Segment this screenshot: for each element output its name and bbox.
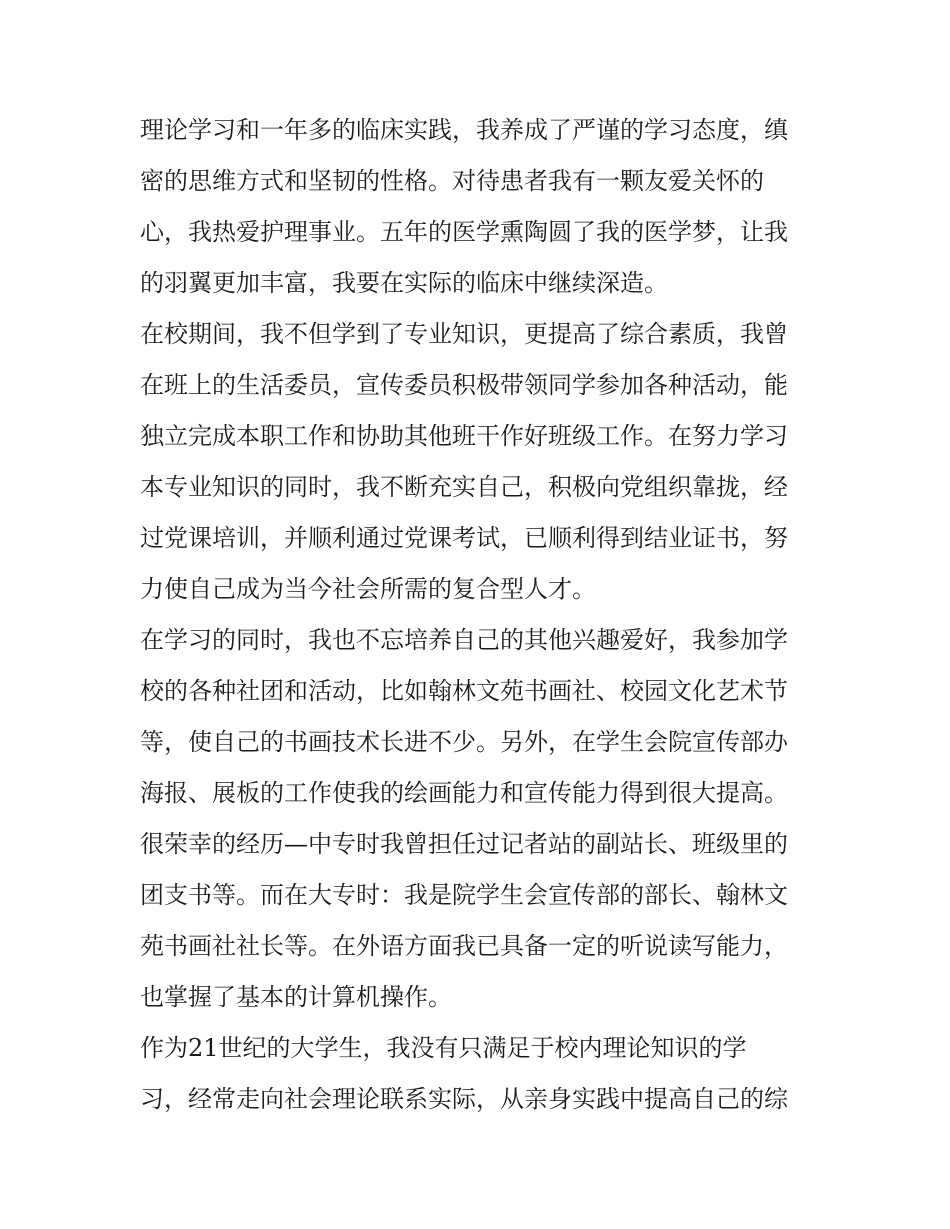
text-line: 很荣幸的经历—中专时我曾担任过记者站的副站长、班级里的 <box>140 830 788 858</box>
text-line: 心，我热爱护理事业。五年的医学熏陶圆了我的医学梦，让我 <box>140 218 788 246</box>
text-line: 作为21世纪的大学生，我没有只满足于校内理论知识的学 <box>140 1034 747 1062</box>
body-text <box>140 105 830 1125</box>
text-line: 在学习的同时，我也不忘培养自己的其他兴趣爱好，我参加学 <box>140 626 788 654</box>
text-line: 过党课培训，并顺利通过党课考试，已顺利得到结业证书，努 <box>140 524 788 552</box>
text-line: 理论学习和一年多的临床实践，我养成了严谨的学习态度，缜 <box>140 116 788 144</box>
text-line: 苑书画社社长等。在外语方面我已具备一定的听说读写能力， <box>140 932 788 960</box>
text-line: 校的各种社团和活动，比如翰林文苑书画社、校园文化艺术节 <box>140 677 788 705</box>
text-line: 也掌握了基本的计算机操作。 <box>140 983 452 1011</box>
text-line: 力使自己成为当今社会所需的复合型人才。 <box>140 575 596 603</box>
text-line: 独立完成本职工作和协助其他班干作好班级工作。在努力学习 <box>140 422 788 450</box>
text-line: 团支书等。而在大专时：我是院学生会宣传部的部长、翰林文 <box>140 881 788 909</box>
text-line: 密的思维方式和坚韧的性格。对待患者我有一颗友爱关怀的 <box>140 167 764 195</box>
text-line: 等，使自己的书画技术长进不少。另外，在学生会院宣传部办 <box>140 728 788 756</box>
text-line: 习，经常走向社会理论联系实际，从亲身实践中提高自己的综 <box>140 1085 788 1113</box>
text-line: 海报、展板的工作使我的绘画能力和宣传能力得到很大提高。 <box>140 779 788 807</box>
text-line: 本专业知识的同时，我不断充实自己，积极向党组织靠拢，经 <box>140 473 788 501</box>
text-line: 在班上的生活委员，宣传委员积极带领同学参加各种活动，能 <box>140 371 788 399</box>
text-line: 的羽翼更加丰富，我要在实际的临床中继续深造。 <box>140 269 668 297</box>
text-line: 在校期间，我不但学到了专业知识，更提高了综合素质，我曾 <box>140 320 788 348</box>
